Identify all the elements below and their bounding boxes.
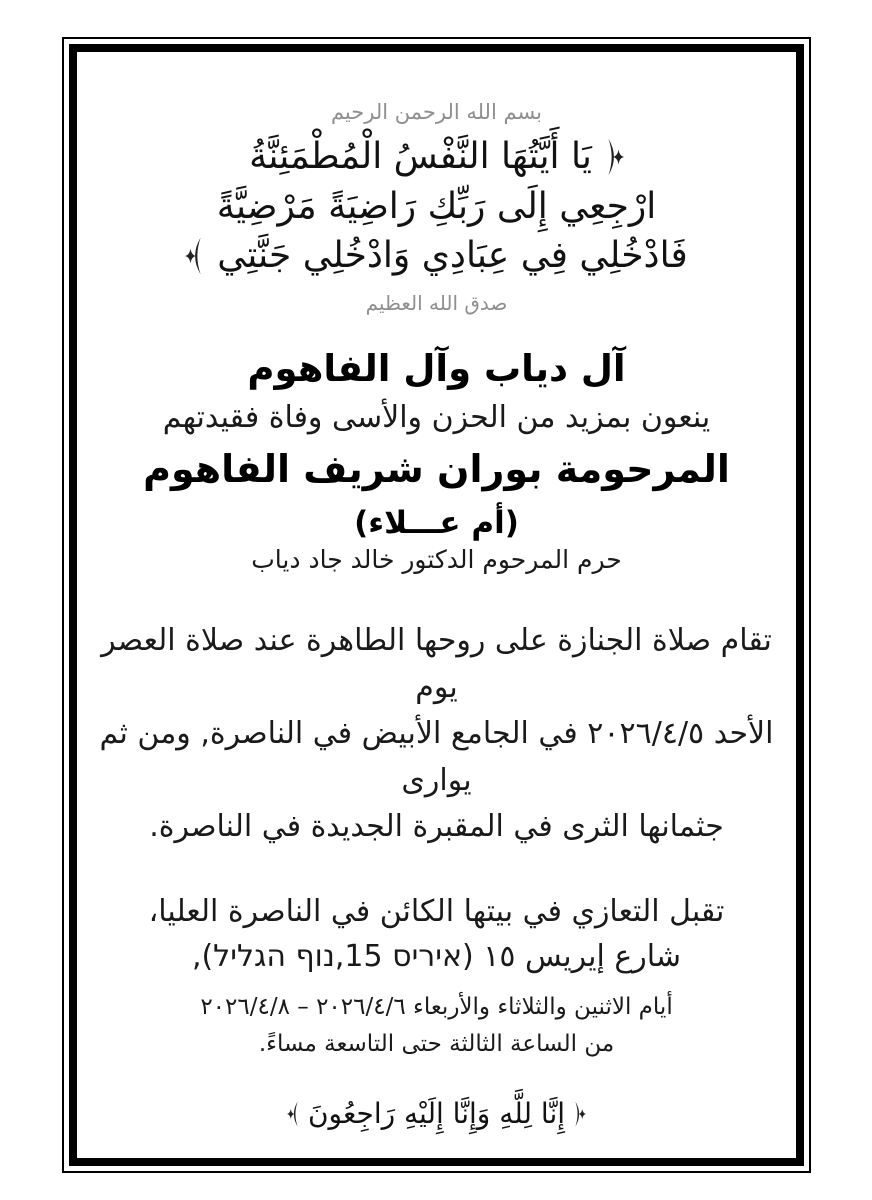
verse-text-1: يَا أَيَّتُهَا النَّفْسُ الْمُطْمَئِنَّةُ (249, 136, 592, 177)
ornate-bracket-close-small-icon (287, 1099, 302, 1129)
ornate-bracket-close-icon (185, 235, 207, 277)
closing-verse (287, 1097, 586, 1130)
verse-text-3: فَادْخُلِي فِي عِبَادِي وَادْخُلِي جَنَّتِي (217, 235, 688, 277)
verse-line-3 (185, 231, 687, 281)
funeral-line-3: جثمانها الثرى في المقبرة الجديدة في الناصرة. (149, 809, 724, 845)
sadaqa-text: صدق الله العظيم (365, 291, 508, 316)
condolence-address-line: شارع إيريس ١٥ (איריס 15,נוף הגליל), (191, 938, 682, 974)
closing-verse-text: إِنَّا لِلَّهِ وَإِنَّا إِلَيْهِ رَاجِعُونَ (307, 1097, 566, 1131)
verse-line-1 (185, 132, 687, 182)
obituary-content (77, 52, 796, 1158)
quran-verse (185, 132, 687, 281)
families-title: آل دياب وآل الفاهوم (247, 347, 626, 391)
closing-verse-line (287, 1097, 586, 1130)
ornate-bracket-open-icon (602, 136, 624, 178)
announce-line: ينعون بمزيد من الحزن والأسى وفاة فقيدتهم (162, 400, 711, 436)
condolence-times (200, 989, 672, 1064)
funeral-line-2: الأحد ٢٠٢٦/٤/٥ في الجامع الأبيض في الناصرة, ومن ثم يوارى (99, 716, 774, 798)
funeral-line-1: تقام صلاة الجنازة على روحها الطاهرة عند صلاة العصر يوم (101, 623, 772, 705)
ornate-bracket-open-small-icon (571, 1099, 586, 1129)
deceased-kunya: (أم عـــلاء) (354, 505, 519, 542)
verse-line-2 (185, 182, 687, 232)
condolence-days-line: أيام الاثنين والثلاثاء والأربعاء ٢٠٢٦/٤/٦ – ٢٠٢٦/٤/٨ (200, 993, 673, 1020)
inner-border (69, 44, 804, 1166)
deceased-name: المرحومة بوران شريف الفاهوم (143, 447, 730, 492)
verse-text-2: ارْجِعِي إِلَى رَبِّكِ رَاضِيَةً مَرْضِيَّةً (216, 185, 657, 227)
condolence-details (149, 889, 725, 979)
relation-line: حرم المرحوم الدكتور خالد جاد دياب (251, 545, 622, 575)
outer-border (62, 37, 811, 1173)
condolence-hours-line: من الساعة الثالثة حتى التاسعة مساءً. (258, 1030, 615, 1057)
basmala-text: بسم الله الرحمن الرحيم (330, 100, 543, 124)
funeral-details (77, 618, 796, 851)
condolence-line-1: تقبل التعازي في بيتها الكائن في الناصرة العليا، (148, 893, 725, 929)
